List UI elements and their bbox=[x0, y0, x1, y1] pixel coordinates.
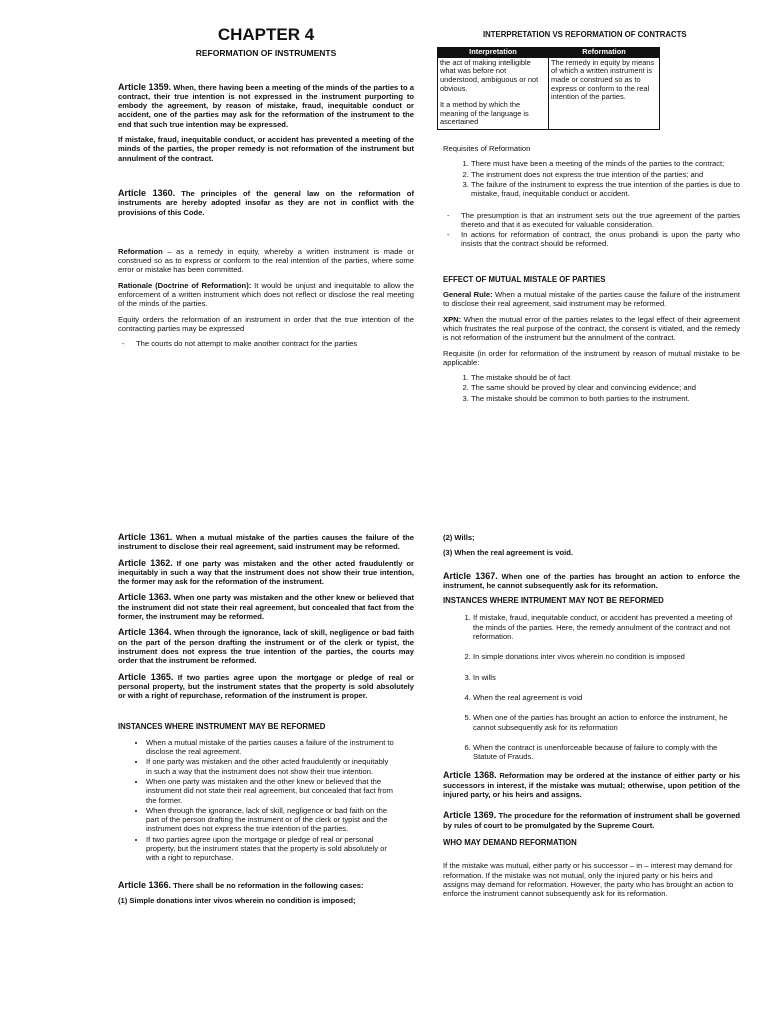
article-1369 bbox=[443, 811, 740, 830]
table-header-interpretation: Interpretation bbox=[438, 48, 549, 58]
article-1366-title: Article 1366. bbox=[118, 879, 172, 890]
reformation-def-cell: The remedy in equity by means of which a written instrument is made or construed so as to express or conform to the real intention of the parties. bbox=[551, 57, 655, 102]
may-item: • If two parties agree upon the mortgage or pledge of real or personal property, but the instrument states that the property is sold absolutely or with a right to repurchase. bbox=[146, 835, 396, 863]
article-1368-text: Reformation may be ordered at the instance of either party or his successors in interest, if the mistake was mutual; otherwise, upon petition of the injured party, or his heirs and assigns. bbox=[443, 771, 740, 800]
reformation-term: Reformation bbox=[118, 246, 163, 256]
general-rule bbox=[443, 290, 740, 309]
may-item: • If one party was mistaken and the other acted fraudulently or inequitably in such a way that the instrument does not show their true intention. bbox=[146, 757, 396, 776]
may-be-reformed-list bbox=[118, 738, 396, 863]
may-item: • When through the ignorance, lack of skill, negligence or bad faith on the part of the person drafting the instrument or of the clerk or typist and the instrument does not express the true intention of the parties. bbox=[146, 806, 396, 834]
general-rule-term: General Rule: bbox=[443, 290, 493, 300]
section-subtitle: REFORMATION OF INSTRUMENTS bbox=[195, 48, 337, 59]
courts-note-list bbox=[118, 339, 414, 348]
article-1359-text: When, there having been a meeting of the minds of the parties to a contract, their true intention is not expressed in the instrument purporting to embody the agreement, by reason of mistake, fraud, inequitable conduct or accident, one of the parties may ask for the reformation of the instrument to the end that such true intention may be expressed. bbox=[118, 82, 414, 129]
table-header-reformation: Reformation bbox=[549, 48, 660, 58]
article-1367 bbox=[443, 572, 740, 591]
article-1367-title: Article 1367. bbox=[443, 570, 498, 581]
article-1369-title: Article 1369. bbox=[443, 810, 497, 821]
may-item: • When a mutual mistake of the parties causes a failure of the instrument to disclose the real agreement. bbox=[146, 738, 396, 757]
not-item: 2. In simple donations inter vivos wherein no condition is imposed bbox=[473, 652, 736, 661]
requisite-intro: Requisite (in order for reformation of the instrument by reason of mutual mistake to be applicable: bbox=[443, 348, 740, 367]
who-may-demand-text: If the mistake was mutual, either party or his successor – in – interest may demand for reformation. If the mistake was not mutual, only the injured party or his heirs and assigns may demand for reformation. However, the party who has brought an action to enforce the instrument cannot subsequently ask for its reformation. bbox=[443, 861, 734, 899]
equity-text: Equity orders the reformation of an instrument in order that the true intention of the contracting parties may be expressed bbox=[118, 314, 414, 333]
article-1362-text: If one party was mistaken and the other acted fraudulently or inequitably in such a way that the instrument does not show their true intention, the former may ask for the reformation of the instrument. bbox=[118, 558, 414, 587]
rationale bbox=[118, 281, 414, 309]
requisites-list bbox=[443, 159, 740, 198]
chapter-title: CHAPTER 4 bbox=[217, 25, 315, 44]
article-1359-paragraph-2: If mistake, fraud, inequitable conduct, or accident has prevented a meeting of the minds of the parties, the proper remedy is not reformation of the instrument but annulment of the contract. bbox=[118, 135, 414, 163]
interpretation-vs-reformation-table bbox=[437, 47, 660, 130]
requisite-item: 1. There must have been a meeting of the minds of the parties to the contract; bbox=[471, 159, 740, 168]
article-1365-title: Article 1365. bbox=[118, 671, 174, 682]
article-1361-text: When a mutual mistake of the parties causes the failure of the instrument to disclose their real agreement, said instrument may be reformed. bbox=[118, 533, 414, 552]
general-rule-text: When a mutual mistake of the parties cause the failure of the instrument to disclose their real agreement, said instrument may be reformed. bbox=[443, 290, 741, 309]
requisite-item: 3. The mistake should be common to both parties to the instrument. bbox=[471, 394, 740, 403]
requisite-item: 2. The instrument does not express the true intention of the parties; and bbox=[471, 170, 740, 179]
presumption-notes bbox=[443, 211, 740, 249]
xpn-text: When the mutual error of the parties relates to the legal effect of their agreement which frustrates the real purpose of the contract, the consent is vitiated, and the remedy is not reformation of the instrument but the annulment of the contract. bbox=[443, 314, 740, 343]
article-1361-title: Article 1361. bbox=[118, 532, 173, 542]
may-not-be-reformed-list bbox=[443, 613, 736, 761]
not-item: 1. If mistake, fraud, inequitable conduct, or accident has prevented a meeting of the minds of the parties. Here, the remedy annulment of the contract and not reformation. bbox=[473, 613, 736, 641]
interpretation-def-1: the act of making intelligible what was before not understood, ambiguous or not obvious. bbox=[440, 57, 539, 93]
interpretation-def-2: It a method by which the meaning of the language is ascertained bbox=[440, 100, 529, 127]
article-1366-text: There shall be no reformation in the following cases: bbox=[173, 880, 364, 890]
may-be-reformed-title: INSTANCES WHERE INSTRUMENT MAY BE REFORMED bbox=[118, 722, 326, 732]
may-item: • When one party was mistaken and the other knew or believed that the instrument did not state their real agreement, but concealed that fact from the former. bbox=[146, 777, 396, 805]
bottom-left-column bbox=[118, 533, 414, 911]
not-item: 4. When the real agreement is void bbox=[473, 693, 736, 702]
article-1362-title: Article 1362. bbox=[118, 557, 173, 568]
article-1366-item-3: (3) When the real agreement is void. bbox=[443, 548, 573, 558]
article-1359-title: Article 1359. bbox=[118, 81, 172, 92]
article-1367-text: When one of the parties has brought an action to enforce the instrument, he cannot subsequently ask for its reformation. bbox=[443, 571, 740, 590]
rationale-term: Rationale (Doctrine of Reformation): bbox=[118, 280, 252, 290]
who-may-demand-title: WHO MAY DEMAND REFORMATION bbox=[443, 837, 577, 847]
article-1363-title: Article 1363. bbox=[118, 592, 172, 603]
not-item: 6. When the contract is unenforceable because of failure to comply with the Statute of Frauds. bbox=[473, 743, 736, 762]
not-item: 3. In wills bbox=[473, 673, 736, 682]
article-1364 bbox=[118, 628, 414, 665]
article-1363-text: When one party was mistaken and the other knew or believed that the instrument did not state their real agreement, but concealed that fact from the former, the instrument may be reformed. bbox=[118, 593, 414, 622]
article-1364-title: Article 1364. bbox=[118, 627, 172, 638]
requisite-item: 2. The same should be proved by clear and convincing evidence; and bbox=[471, 383, 740, 392]
not-item: 5. When one of the parties has brought an action to enforce the instrument, he cannot subsequently ask for its reformation bbox=[473, 713, 736, 732]
mutual-mistake-requisites bbox=[443, 373, 740, 403]
article-1363 bbox=[118, 593, 414, 621]
top-left-column bbox=[118, 25, 414, 350]
article-1369-text: The procedure for the reformation of instrument shall be governed by rules of court to be promulgated by the Supreme Court. bbox=[443, 811, 740, 830]
article-1366 bbox=[118, 881, 414, 890]
exception bbox=[443, 315, 740, 343]
interpretation-cell bbox=[438, 57, 549, 129]
bottom-right-column bbox=[443, 533, 740, 904]
table-title: INTERPRETATION VS REFORMATION OF CONTRACTS bbox=[483, 30, 687, 39]
presumption-note: - The presumption is that an instrument sets out the true agreement of the parties thereto and that it as executed for valuable consideration. bbox=[443, 211, 740, 230]
requisites-title: Requisites of Reformation bbox=[443, 144, 531, 154]
article-1361 bbox=[118, 533, 414, 552]
article-1366-item-2: (2) Wills; bbox=[443, 533, 475, 542]
courts-note: - The courts do not attempt to make another contract for the parties bbox=[118, 339, 414, 348]
article-1365-text: If two parties agree upon the mortgage or pledge of real or personal property, but the instrument states that the property is sold absolutely or with a right of repurchase, reformation of the instrument is proper. bbox=[118, 672, 414, 701]
article-1359 bbox=[118, 83, 414, 129]
article-1368 bbox=[443, 771, 740, 799]
article-1366-item-1: (1) Simple donations inter vivos wherein no condition is imposed; bbox=[118, 895, 356, 905]
effect-title: EFFECT OF MUTUAL MISTALE OF PARTIES bbox=[443, 274, 606, 284]
article-1360-title: Article 1360. bbox=[118, 187, 176, 198]
reformation-def: – as a remedy in equity, whereby a written instrument is made or construed so as to express or conform to the real intention of the parties, where some error or mistake has been committed. bbox=[118, 246, 414, 275]
requisite-item: 1. The mistake should be of fact bbox=[471, 373, 740, 382]
article-1360 bbox=[118, 189, 414, 217]
reformation-cell bbox=[549, 57, 660, 129]
onus-note: - In actions for reformation of contract, the onus probandi is upon the party who insists that the contract should be reformed. bbox=[443, 230, 740, 249]
article-1362 bbox=[118, 559, 414, 587]
reformation-definition bbox=[118, 247, 414, 275]
xpn-term: XPN: bbox=[443, 314, 462, 324]
rationale-def: It would be unjust and inequitable to allow the enforcement of a written instrument which does not reflect or disclose the real meeting of the minds of the parties. bbox=[118, 280, 414, 309]
article-1360-text: The principles of the general law on the reformation of instruments are hereby adopted insofar as they are not in conflict with the provisions of this Code. bbox=[118, 188, 414, 217]
may-not-be-reformed-title: INSTANCES WHERE INTRUMENT MAY NOT BE REFORMED bbox=[443, 596, 664, 606]
requisite-item: 3. The failure of the instrument to express the true intention of the parties is due to mistake, fraud, inequitable conduct or accident. bbox=[471, 180, 740, 199]
article-1364-text: When through the ignorance, lack of skill, negligence or bad faith on the part of the person drafting the instrument or of the clerk or typist, the instrument does not express the true intention of the parties, the courts may order that the instrument be reformed. bbox=[118, 628, 414, 666]
top-right-column bbox=[440, 30, 741, 404]
article-1365 bbox=[118, 673, 414, 701]
article-1368-title: Article 1368. bbox=[443, 770, 497, 781]
